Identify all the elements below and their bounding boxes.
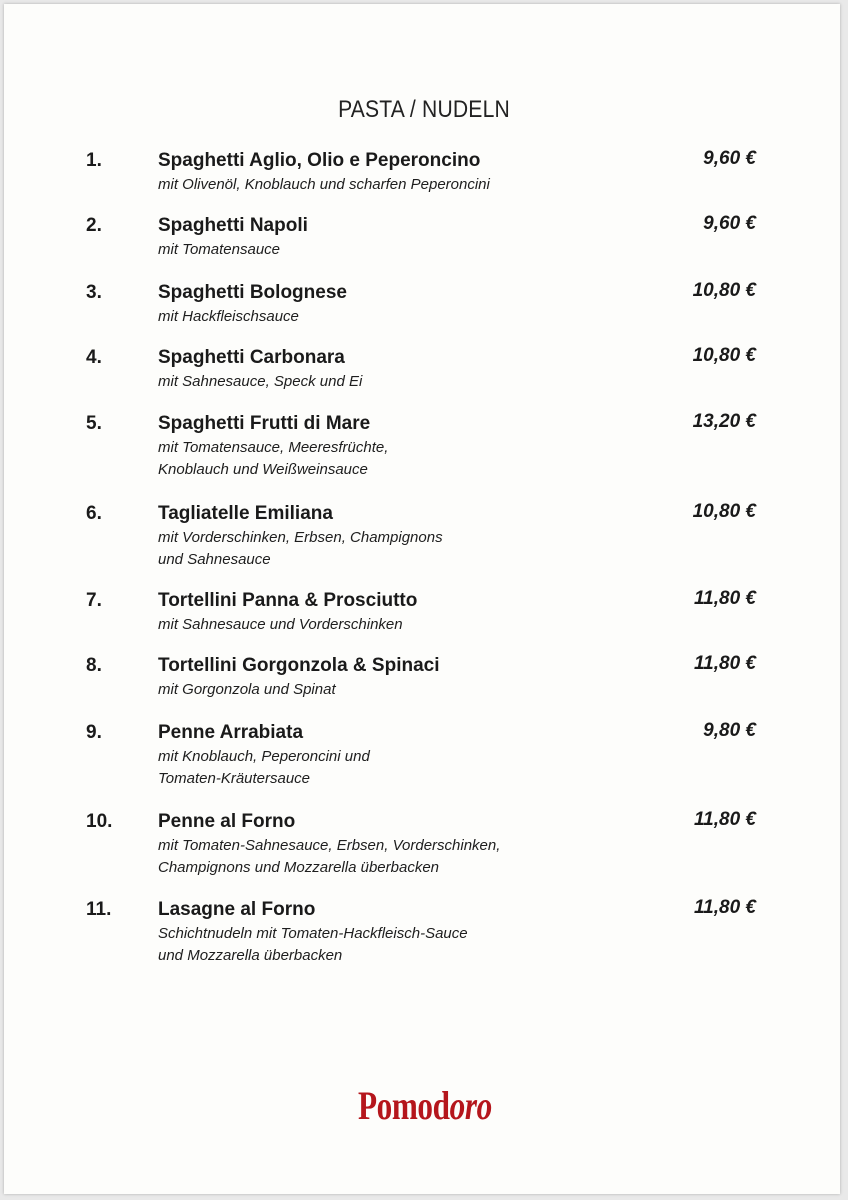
item-price: 11,80 €: [694, 588, 756, 609]
item-description: mit Knoblauch, Peperoncini und Tomaten-Kräutersauce: [158, 748, 370, 787]
item-name: Tagliatelle Emiliana: [158, 503, 333, 524]
item-number: 6.: [86, 503, 102, 524]
item-description: mit Tomatensauce: [158, 241, 281, 258]
item-number: 10.: [86, 811, 113, 832]
item-name: Spaghetti Carbonara: [158, 347, 345, 368]
item-price: 10,80 €: [692, 345, 756, 366]
item-name: Penne Arrabiata: [158, 722, 304, 743]
item-description: mit Tomatensauce, Meeresfrüchte, Knoblauch und Weißweinsauce: [158, 439, 389, 478]
logo-text-part1: Pomod: [357, 1083, 450, 1128]
item-price: 13,20 €: [692, 411, 756, 432]
item-name: Tortellini Gorgonzola & Spinaci: [158, 655, 440, 676]
item-number: 2.: [86, 215, 102, 236]
item-number: 4.: [86, 347, 102, 368]
item-price: 9,60 €: [703, 148, 756, 169]
item-name: Spaghetti Napoli: [158, 215, 308, 236]
item-price: 9,60 €: [703, 213, 756, 234]
item-description: mit Vorderschinken, Erbsen, Champignons und Sahnesauce: [158, 529, 443, 568]
item-price: 9,80 €: [703, 720, 756, 741]
item-price: 10,80 €: [692, 280, 756, 301]
item-name: Spaghetti Bolognese: [158, 282, 347, 303]
item-number: 8.: [86, 655, 102, 676]
item-price: 10,80 €: [692, 501, 756, 522]
item-description: mit Sahnesauce und Vorderschinken: [158, 616, 403, 633]
item-description: mit Sahnesauce, Speck und Ei: [158, 373, 363, 390]
item-description: mit Hackfleischsauce: [158, 308, 299, 325]
item-name: Penne al Forno: [158, 811, 296, 832]
item-name: Spaghetti Frutti di Mare: [158, 413, 371, 434]
item-price: 11,80 €: [694, 653, 756, 674]
item-price: 11,80 €: [694, 897, 756, 918]
restaurant-logo: [94, 1082, 755, 1129]
item-number: 11.: [86, 899, 112, 920]
item-number: 3.: [86, 282, 102, 303]
item-description: Schichtnudeln mit Tomaten-Hackfleisch-Sauce und Mozzarella überbacken: [158, 925, 468, 964]
item-name: Lasagne al Forno: [158, 899, 316, 920]
item-number: 9.: [86, 722, 102, 743]
item-price: 11,80 €: [694, 809, 756, 830]
item-name: Spaghetti Aglio, Olio e Peperoncino: [158, 150, 481, 171]
item-description: mit Tomaten-Sahnesauce, Erbsen, Vorderschinken, Champignons und Mozzarella überbacken: [158, 837, 501, 876]
item-number: 7.: [86, 590, 102, 611]
item-description: mit Olivenöl, Knoblauch und scharfen Peperoncini: [158, 176, 490, 193]
item-number: 5.: [86, 413, 102, 434]
menu-section-title: PASTA / NUDELN: [338, 96, 510, 123]
item-name: Tortellini Panna & Prosciutto: [158, 590, 418, 611]
logo-text-part2: oro: [449, 1083, 492, 1128]
item-description: mit Gorgonzola und Spinat: [158, 681, 336, 698]
item-number: 1.: [86, 150, 102, 171]
